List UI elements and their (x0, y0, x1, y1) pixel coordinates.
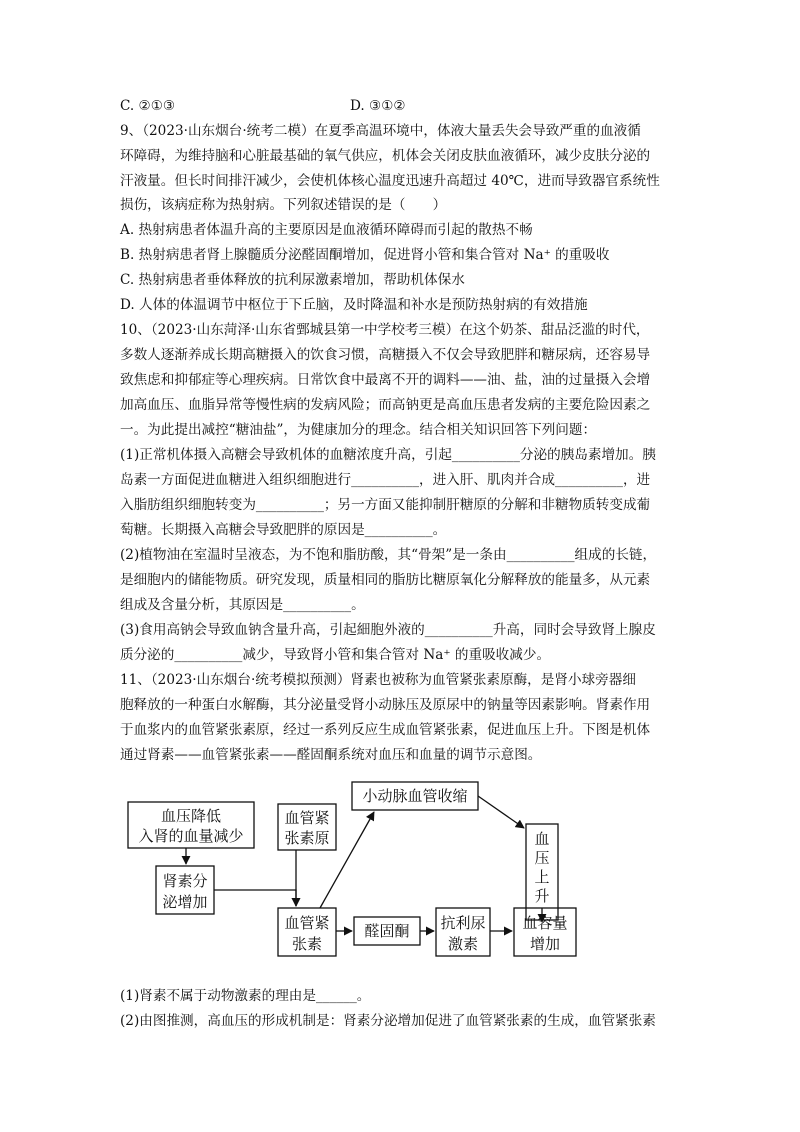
box7-text: 醛固酮 (364, 922, 410, 940)
box1-text: 血压降低 (160, 807, 222, 825)
q10-text-line: 岛素一方面促进血糖进入组织细胞进行__________，进入肝、肌肉并合成__________，进 (120, 472, 651, 488)
q11-sub-question: (2)由图推测，高血压的形成机制是：肾素分泌增加促进了血管紧张素的生成，血管紧张素 (120, 1013, 656, 1029)
box6-text: 张素 (291, 935, 323, 953)
arrow (214, 890, 296, 906)
q10-text-line: 加高血压、血脂异常等慢性病的发病风险；而高钠更是高血压患者发病的主要危险因素之 (120, 397, 651, 413)
q10-text-line: 萄糖。长期摄入高糖会导致肥胖的原因是__________。 (120, 522, 447, 538)
box4-text: 压 (534, 849, 550, 867)
raas-diagram (120, 762, 720, 972)
box8-text: 抗利尿 (440, 914, 486, 932)
q10-text-line: (3)食用高钠会导致血钠含量升高，引起細胞外液的__________升高，同时会导致肾上腺皮 (120, 622, 656, 638)
q9-text-line: 9、（2023·山东烟台·统考二模）在夏季高温环境中，体液大量丢失会导致严重的血液循 (120, 123, 641, 139)
box4-text: 上 (534, 868, 550, 886)
arrow (478, 796, 524, 828)
q10-text-line: 入脂肪组织细胞转变为__________；另一方面又能抑制肝糖原的分解和非糖物质转变成葡 (120, 497, 651, 513)
q9-option-a: A. 热射病患者体温升高的主要原因是血液循环障碍而引起的散热不畅 (120, 222, 533, 238)
box5-text: 泌增加 (162, 893, 208, 911)
q9-text-line: 损伤，该病症称为热射病。下列叙述错误的是（ ） (120, 197, 447, 213)
q11-sub-question: (1)肾素不属于动物激素的理由是______。 (120, 988, 371, 1004)
box5-text: 肾素分 (162, 872, 208, 890)
q10-text-line: 是细胞内的储能物质。研究发现，质量相同的脂肪比糖原氧化分解释放的能量多，从元素 (120, 572, 651, 588)
q8-option-c: C. ②①③ (120, 98, 176, 114)
q11-text-line: 11、（2023·山东烟台·统考模拟预测）肾素也被称为血管紧张素原酶，是肾小球旁器细 (120, 672, 636, 688)
q10-text-line: 致焦虑和抑郁症等心理疾病。日常饮食中最离不开的调料——油、盐，油的过量摄入会增 (120, 372, 651, 388)
q10-text-line: 一。为此提出减控“糖油盐”，为健康加分的理念。结合相关知识回答下列问题： (120, 422, 597, 438)
box4-text: 血 (534, 830, 550, 848)
q9-option-d: D. 人体的体温调节中枢位于下丘脑，及时降温和补水是预防热射病的有效措施 (120, 297, 588, 313)
q11-text-line: 通过肾素——血管紧张素——醛固酮系统对血压和血量的调节示意图。 (120, 747, 542, 763)
box4-text: 升 (534, 887, 550, 905)
q9-option-b: B. 热射病患者肾上腺髓质分泌醛固酮增加，促进肾小管和集合管对 Na⁺ 的重吸收 (120, 247, 610, 263)
q9-option-c: C. 热射病患者垂体释放的抗利尿激素增加，帮助机体保水 (120, 272, 465, 288)
q11-text-line: 胞释放的一种蛋白水解酶，其分泌量受肾小动脉压及原尿中的钠量等因素影响。肾素作用 (120, 697, 651, 713)
q10-text-line: (2)植物油在室温时呈液态，为不饱和脂肪酸，其“骨架”是一条由__________组成的长链， (120, 547, 657, 563)
q10-text-line: 多数人逐渐养成长期高糖摄入的饮食习惯，高糖摄入不仅会导致肥胖和糖尿病，还容易导 (120, 347, 651, 363)
q10-text-line: 组成及含量分析，其原因是__________。 (120, 597, 365, 613)
box8-text: 激素 (447, 935, 479, 953)
q9-text-line: 环障碍，为维持脑和心脏最基础的氧气供应，机体会关闭皮肤血液循环，减少皮肤分泌的 (120, 148, 651, 164)
box6-text: 血管紧 (284, 914, 330, 932)
box1-text: 入肾的血量减少 (138, 827, 244, 845)
q10-text-line: (1)正常机体摄入高糖会导致机体的血糖浓度升高，引起__________分泌的胰岛素增加。胰 (120, 447, 656, 463)
q9-text-line: 汗液量。但长时间排汗减少，会使机体核心温度迅速升高超过 40℃，进而导致器官系统性 (120, 173, 660, 189)
q10-text-line: 10、（2023·山东菏泽·山东省鄄城县第一中学校考三模）在这个奶茶、甜品泛滥的时代， (120, 322, 650, 338)
box9-text: 增加 (529, 935, 561, 953)
box9-text: 血容量 (522, 914, 568, 932)
box2-text: 血管紧 (284, 809, 330, 827)
q10-text-line: 质分泌的__________减少，导致肾小管和集合管对 Na⁺ 的重吸收减少。 (120, 647, 551, 663)
q11-text-line: 于血浆内的血管紧张素原，经过一系列反应生成血管紧张素，促进血压上升。下图是机体 (120, 722, 651, 738)
box2-text: 张素原 (284, 829, 330, 847)
q8-option-d: D. ③①② (350, 98, 406, 114)
box3-text: 小动脉血管收缩 (362, 787, 468, 805)
